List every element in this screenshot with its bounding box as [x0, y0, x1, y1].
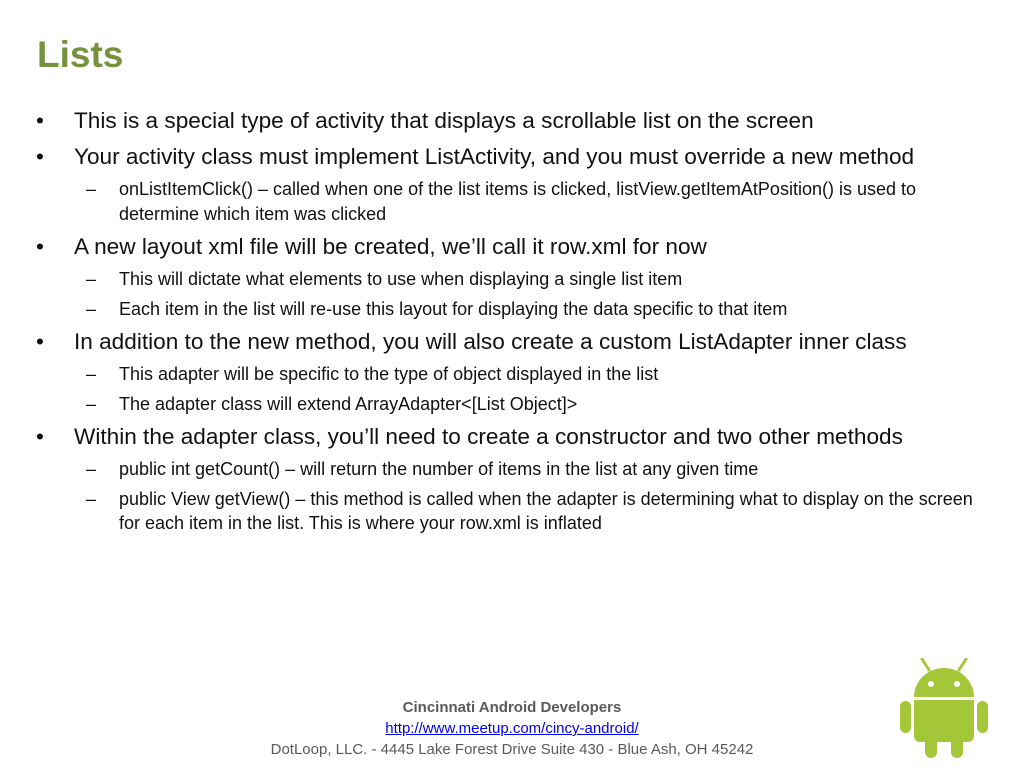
sub-bullet-item — [36, 177, 991, 226]
bullet-marker: • — [36, 329, 44, 354]
bullet-text: A new layout xml file will be created, we’ll call it row.xml for now — [74, 234, 707, 259]
sub-bullet-marker: – — [86, 298, 97, 319]
sub-bullet-item — [36, 297, 991, 322]
bullet-text: Your activity class must implement ListActivity, and you must override a new method — [74, 144, 915, 169]
bullet-item — [36, 327, 991, 357]
bullet-text: Within the adapter class, you’ll need to create a constructor and two other methods — [74, 424, 903, 449]
sub-bullet-text: This will dictate what elements to use when displaying a single list item — [119, 269, 683, 289]
bullet-item — [36, 106, 991, 136]
bullet-text: This is a special type of activity that displays a scrollable list on the screen — [74, 108, 814, 133]
sub-bullet-text: public View getView() – this method is called when the adapter is determining what to display on the screen for each item in the list. This is where your row.xml is inflated — [119, 488, 973, 533]
footer-org-name: Cincinnati Android Developers — [402, 699, 622, 716]
android-robot-icon — [900, 658, 988, 758]
slide-title: Lists — [37, 34, 124, 75]
bullet-marker: • — [36, 234, 44, 259]
bullet-marker: • — [36, 424, 44, 449]
bullet-list — [36, 106, 991, 536]
bullet-item — [36, 232, 991, 262]
sub-bullet-item — [36, 267, 991, 292]
footer-address: DotLoop, LLC. - 4445 Lake Forest Drive Suite 430 - Blue Ash, OH 45242 — [270, 741, 754, 758]
sub-bullet-marker: – — [86, 488, 97, 509]
sub-bullet-marker: – — [86, 269, 97, 289]
meetup-link[interactable]: http://www.meetup.com/cincy-android/ — [385, 720, 639, 737]
sub-bullet-text: Each item in the list will re-use this layout for displaying the data specific to that item — [119, 298, 788, 319]
sub-bullet-item — [36, 362, 991, 387]
slide-footer — [0, 697, 1024, 760]
sub-bullet-text: The adapter class will extend ArrayAdapter<[List Object]> — [119, 393, 578, 414]
sub-bullet-item — [36, 487, 991, 536]
sub-bullet-text: onListItemClick() – called when one of the list items is clicked, listView.getItemAtPosition() is used to determine which item was clicked — [119, 179, 917, 224]
bullet-text: In addition to the new method, you will also create a custom ListAdapter inner class — [74, 329, 907, 354]
sub-bullet-marker: – — [86, 459, 97, 479]
sub-bullet-marker: – — [86, 364, 97, 384]
bullet-marker: • — [36, 108, 44, 133]
bullet-item — [36, 142, 991, 172]
sub-bullet-marker: – — [86, 179, 97, 199]
sub-bullet-item — [36, 457, 991, 482]
sub-bullet-marker: – — [86, 393, 97, 414]
sub-bullet-item — [36, 392, 991, 417]
bullet-item — [36, 422, 991, 452]
sub-bullet-text: This adapter will be specific to the type of object displayed in the list — [119, 364, 659, 384]
bullet-marker: • — [36, 144, 44, 169]
sub-bullet-text: public int getCount() – will return the number of items in the list at any given time — [119, 459, 759, 479]
